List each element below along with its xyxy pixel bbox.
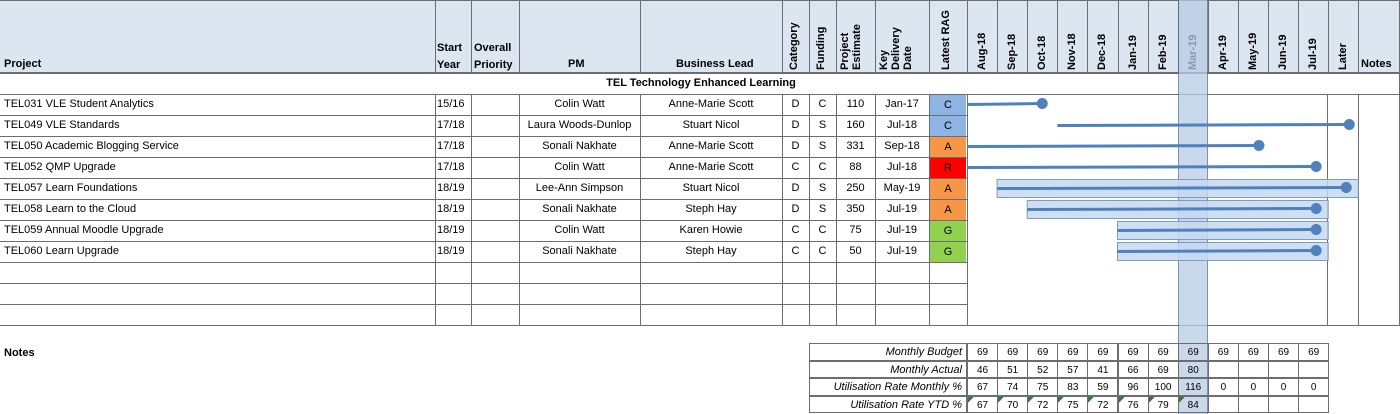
cell-category: D [791, 203, 800, 215]
cell-delivery: Jul-18 [887, 161, 917, 173]
totals-value: 80 [1178, 361, 1209, 379]
cell-estimate: 331 [846, 140, 865, 152]
totals-value [1238, 396, 1269, 414]
cell-category: D [791, 98, 800, 110]
totals-value [1268, 361, 1299, 379]
header-month-sep-18: Sep-18 [1006, 33, 1019, 70]
cell-funding: S [818, 140, 827, 152]
totals-value: 69 [1027, 343, 1058, 361]
cell-funding: C [818, 98, 827, 110]
totals-value [1238, 361, 1269, 379]
cell-start-year: 17/18 [437, 161, 465, 173]
totals-value [1268, 396, 1299, 414]
totals-value: 52 [1027, 361, 1058, 379]
rag-status-badge: R [930, 158, 966, 178]
totals-value: 0 [1268, 378, 1299, 396]
cell-category: C [791, 161, 800, 173]
totals-value: 69 [1178, 343, 1209, 361]
cell-lead: Anne-Marie Scott [668, 161, 754, 173]
totals-value: 69 [997, 343, 1028, 361]
cell-category: D [791, 140, 800, 152]
cell-category: D [791, 182, 800, 194]
totals-value: 0 [1208, 378, 1239, 396]
totals-label: Utilisation Rate Monthly % [809, 378, 967, 396]
gantt-end-marker [1341, 182, 1352, 193]
cell-lead: Karen Howie [679, 224, 743, 236]
header-month-oct-18: Oct-18 [1036, 35, 1049, 70]
cell-estimate: 50 [849, 245, 862, 257]
cell-delivery: Jul-19 [887, 203, 917, 215]
gantt-end-marker [1344, 119, 1355, 130]
totals-value: 74 [997, 378, 1028, 396]
gantt-bar [1118, 251, 1317, 252]
cell-lead: Stuart Nicol [682, 119, 740, 131]
totals-value [1208, 396, 1239, 414]
gantt-end-marker [1037, 98, 1048, 109]
totals-value: 57 [1057, 361, 1088, 379]
cell-lead: Stuart Nicol [682, 182, 740, 194]
cell-pm: Sonali Nakhate [542, 245, 617, 257]
gantt-bar [1057, 125, 1349, 126]
totals-value: 69 [967, 343, 998, 361]
cell-project: TEL052 QMP Upgrade [4, 161, 116, 173]
header-month-dec-18: Dec-18 [1096, 33, 1109, 70]
totals-value: 75 [1057, 396, 1088, 414]
totals-value: 69 [1057, 343, 1088, 361]
totals-value: 66 [1118, 361, 1149, 379]
header-month-later: Later [1337, 43, 1350, 70]
rag-status-badge: G [930, 221, 966, 241]
gantt-bar [967, 167, 1316, 168]
totals-value: 84 [1178, 396, 1209, 414]
header-month-aug-18: Aug-18 [976, 32, 988, 70]
header-start-year: Start Year [437, 42, 463, 71]
header-funding: Funding [815, 26, 827, 70]
totals-value: 76 [1118, 396, 1149, 414]
gantt-end-marker [1311, 161, 1322, 172]
header-month-feb-19: Feb-19 [1156, 34, 1169, 70]
cell-funding: C [818, 161, 827, 173]
cell-delivery: May-19 [883, 182, 921, 194]
cell-estimate: 160 [846, 119, 865, 131]
totals-value [1208, 361, 1239, 379]
cell-project: TEL050 Academic Blogging Service [4, 140, 179, 152]
gantt-end-marker [1311, 224, 1322, 235]
header-month-jun-19: Jun-19 [1277, 34, 1289, 70]
cell-pm: Sonali Nakhate [542, 203, 617, 215]
cell-estimate: 250 [846, 182, 865, 194]
cell-start-year: 17/18 [437, 140, 465, 152]
cell-project: TEL057 Learn Foundations [4, 182, 138, 194]
header-key-delivery-date: Key Delivery Date [878, 27, 914, 70]
totals-label: Utilisation Rate YTD % [809, 396, 967, 414]
cell-funding: S [818, 119, 827, 131]
totals-value [1298, 396, 1329, 414]
header-latest-rag: Latest RAG [940, 10, 952, 70]
totals-value: 69 [1148, 343, 1179, 361]
cell-pm: Laura Woods-Dunlop [527, 119, 632, 131]
totals-value: 69 [1268, 343, 1299, 361]
totals-value: 69 [1148, 361, 1179, 379]
totals-value: 79 [1148, 396, 1179, 414]
cell-delivery: Jul-18 [887, 119, 917, 131]
cell-start-year: 18/19 [437, 245, 465, 257]
section-title: TEL Technology Enhanced Learning [606, 77, 796, 89]
totals-value: 116 [1178, 378, 1209, 396]
cell-start-year: 18/19 [437, 203, 465, 215]
rag-status-badge: C [930, 116, 966, 136]
gantt-bar [997, 188, 1346, 189]
gantt-bar [967, 146, 1259, 147]
gantt-bar [967, 104, 1042, 105]
totals-value: 69 [1298, 343, 1329, 361]
header-pm: PM [568, 58, 585, 70]
cell-pm: Colin Watt [554, 161, 605, 173]
cell-category: C [791, 224, 800, 236]
cell-funding: S [818, 182, 827, 194]
totals-value: 59 [1087, 378, 1118, 396]
header-business-lead: Business Lead [676, 58, 754, 70]
cell-lead: Anne-Marie Scott [668, 98, 754, 110]
cell-delivery: Jul-19 [887, 245, 917, 257]
rag-status-badge: A [930, 179, 966, 199]
cell-estimate: 75 [849, 224, 862, 236]
totals-value: 69 [1118, 343, 1149, 361]
cell-lead: Steph Hay [685, 203, 737, 215]
totals-value: 67 [967, 396, 998, 414]
cell-estimate: 88 [849, 161, 862, 173]
cell-estimate: 110 [846, 98, 865, 110]
gantt-bar [1027, 209, 1316, 210]
rag-status-badge: C [930, 95, 966, 115]
totals-value: 41 [1087, 361, 1118, 379]
cell-delivery: Jul-19 [887, 224, 917, 236]
header-overall-priority: Overall Priority [474, 42, 513, 71]
totals-value: 0 [1238, 378, 1269, 396]
header-category: Category [788, 22, 800, 70]
totals-value: 69 [1238, 343, 1269, 361]
totals-value: 72 [1087, 396, 1118, 414]
header-project: Project [4, 58, 42, 70]
gantt-end-marker [1253, 140, 1264, 151]
header-month-jan-19: Jan-19 [1126, 35, 1139, 70]
totals-label: Monthly Actual [809, 361, 967, 379]
cell-category: C [791, 245, 800, 257]
cell-project: TEL031 VLE Student Analytics [4, 98, 154, 110]
cell-start-year: 18/19 [437, 182, 465, 194]
cell-pm: Sonali Nakhate [542, 140, 617, 152]
totals-value: 75 [1027, 378, 1058, 396]
totals-value: 67 [967, 378, 998, 396]
totals-value: 0 [1298, 378, 1329, 396]
cell-funding: S [818, 203, 827, 215]
totals-value: 46 [967, 361, 998, 379]
totals-value: 100 [1148, 378, 1179, 396]
header-month-apr-19: Apr-19 [1216, 35, 1229, 70]
totals-value: 70 [997, 396, 1028, 414]
totals-value: 51 [997, 361, 1028, 379]
header-notes: Notes [1361, 58, 1392, 70]
rag-status-badge: G [930, 242, 966, 262]
gantt-end-marker [1311, 245, 1322, 256]
cell-lead: Steph Hay [685, 245, 737, 257]
cell-funding: C [818, 224, 827, 236]
cell-category: D [791, 119, 800, 131]
totals-value: 69 [1087, 343, 1118, 361]
cell-project: TEL049 VLE Standards [4, 119, 120, 131]
cell-pm: Colin Watt [554, 98, 605, 110]
rag-status-badge: A [930, 137, 966, 157]
header-project-estimate: Project Estimate [839, 24, 863, 70]
totals-value: 83 [1057, 378, 1088, 396]
totals-value: 96 [1118, 378, 1149, 396]
cell-project: TEL058 Learn to the Cloud [4, 203, 137, 215]
totals-value [1298, 361, 1329, 379]
totals-value: 72 [1027, 396, 1058, 414]
header-month-may-19: May-19 [1246, 32, 1259, 70]
cell-estimate: 350 [846, 203, 865, 215]
cell-delivery: Jan-17 [885, 98, 919, 110]
gantt-bar [1118, 230, 1317, 231]
rag-status-badge: A [930, 200, 966, 220]
cell-start-year: 18/19 [437, 224, 465, 236]
cell-start-year: 17/18 [437, 119, 465, 131]
cell-project: TEL059 Annual Moodle Upgrade [4, 224, 164, 236]
cell-pm: Colin Watt [554, 224, 605, 236]
cell-pm: Lee-Ann Simpson [535, 182, 624, 194]
totals-label: Monthly Budget [809, 343, 967, 361]
cell-delivery: Sep-18 [884, 140, 920, 152]
notes-label: Notes [4, 347, 35, 359]
cell-lead: Anne-Marie Scott [668, 140, 754, 152]
cell-project: TEL060 Learn Upgrade [4, 245, 119, 257]
cell-funding: C [818, 245, 827, 257]
gantt-end-marker [1311, 203, 1322, 214]
cell-start-year: 15/16 [437, 98, 465, 110]
header-month-jul-19: Jul-19 [1307, 38, 1320, 70]
totals-value: 69 [1208, 343, 1239, 361]
header-month-nov-18: Nov-18 [1066, 33, 1079, 70]
